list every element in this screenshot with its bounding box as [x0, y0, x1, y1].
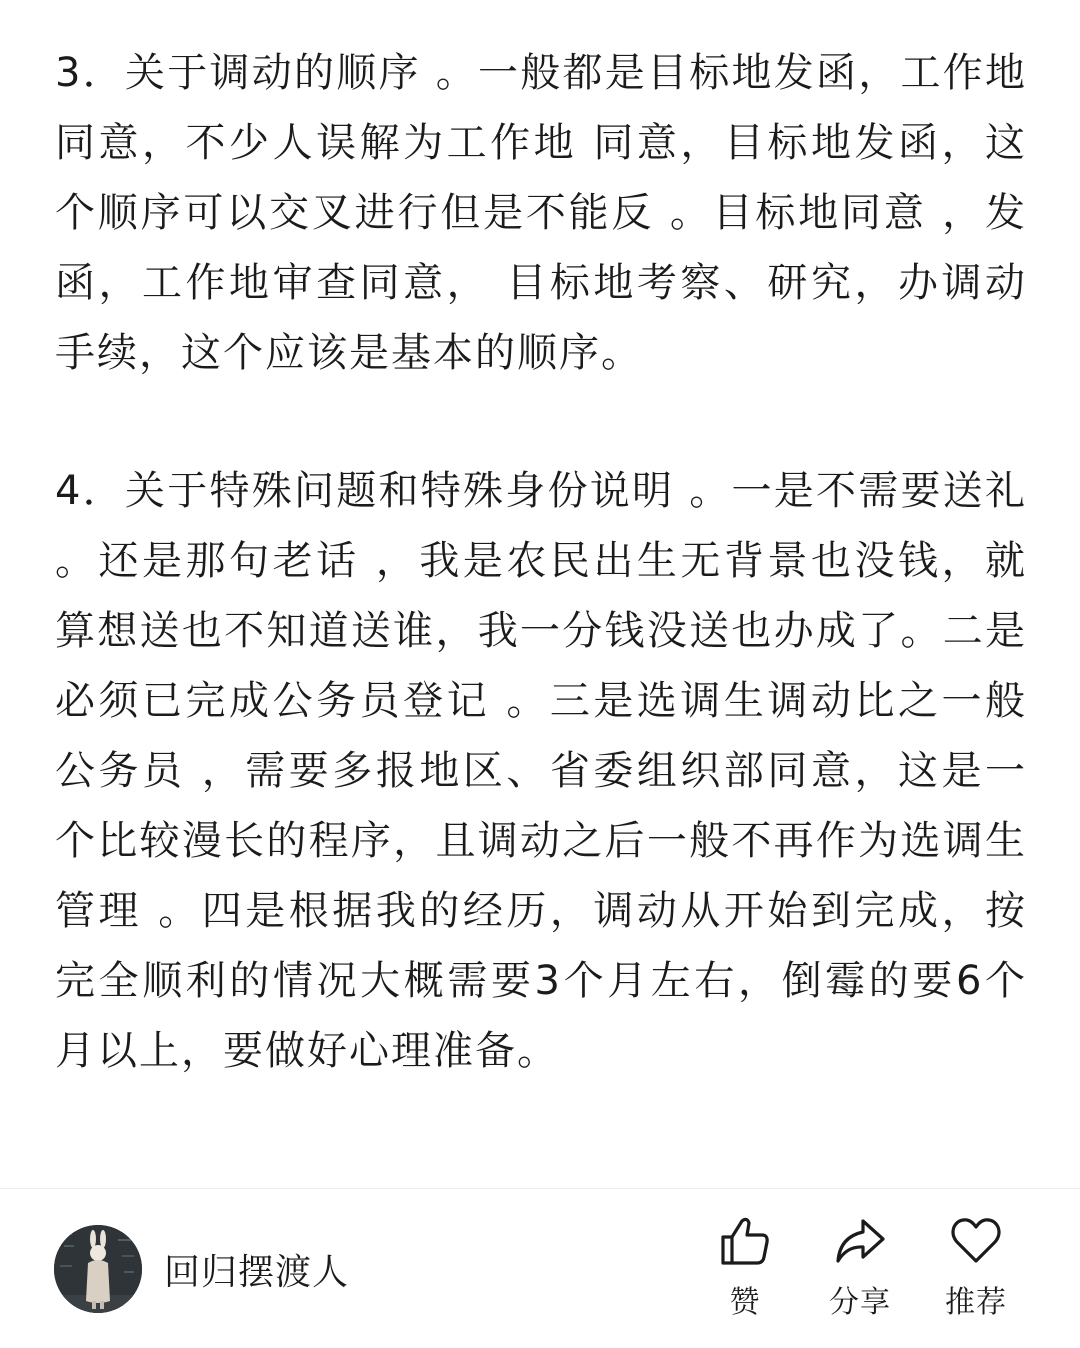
thumbs-up-icon: [717, 1213, 773, 1269]
author-profile-link[interactable]: [54, 1225, 349, 1313]
share-button[interactable]: [805, 1213, 915, 1321]
author-name[interactable]: 回归摆渡人: [164, 1251, 350, 1293]
recommend-label: 推荐: [945, 1285, 1007, 1320]
heart-icon: [948, 1213, 1004, 1269]
share-label: 分享: [829, 1285, 891, 1320]
like-label: 赞: [729, 1285, 761, 1320]
bunny-figure-avatar-icon: [54, 1225, 142, 1313]
share-arrow-icon: [832, 1213, 888, 1269]
avatar[interactable]: [54, 1225, 142, 1313]
paragraph-special-issues: 4．关于特殊问题和特殊身份说明 。一是不需要送礼 。还是那句老话 ，我是农民出生无背景也没钱，就算想送也不知道送谁，我一分钱没送也办成了。二是必须已完成公务员登记 。三是选调生调动比之一般公务员 ，需要多报地区、省委组织部同意，这是一个比较漫长的程序，且调动之后一般不再作为选调生管理 。四是根据我的经历，调动从开始到完成，按完全顺利的情况大概需要3个月左右，倒霉的要6个月以上，要做好心理准备。: [55, 468, 1027, 1074]
post-footer: [0, 1189, 1080, 1348]
recommend-button[interactable]: [921, 1213, 1031, 1321]
article-body: [55, 38, 1027, 1086]
paragraph-order-of-transfer: 3．关于调动的顺序 。一般都是目标地发函，工作地同意，不少人误解为工作地 同意，目标地发函，这个顺序可以交叉进行但是不能反 。目标地同意 ，发函，工作地审查同意， 目标地考察、研究，办调动手续，这个应该是基本的顺序。: [55, 50, 1027, 376]
like-button[interactable]: [690, 1213, 800, 1321]
